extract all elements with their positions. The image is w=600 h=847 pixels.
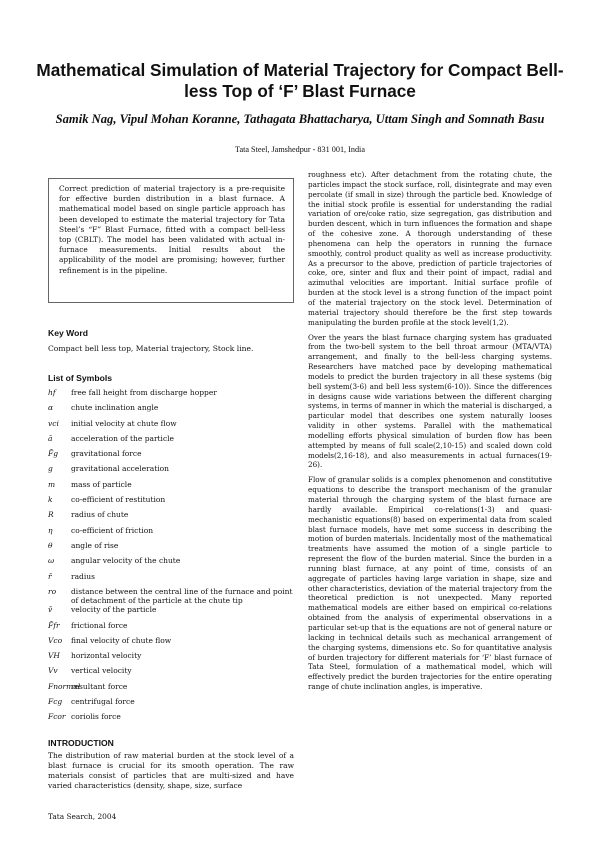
symbol-glyph: Fcor	[48, 712, 66, 722]
symbol-description: velocity of the particle	[71, 605, 157, 615]
symbol-row	[48, 541, 294, 556]
symbol-description: resultant force	[71, 681, 128, 691]
symbol-row	[48, 526, 294, 541]
author-list: Samik Nag, Vipul Mohan Koranne, Tathagata Bhattacharya, Uttam Singh and Somnath Basu	[55, 112, 545, 126]
symbol-row	[48, 621, 294, 636]
symbol-glyph: r̄	[48, 571, 52, 581]
symbol-list	[48, 388, 294, 728]
paper-title: Mathematical Simulation of Material Trajectory for Compact Bell-less Top of ‘F’ Blast Furnace	[36, 60, 564, 101]
symbol-row	[48, 636, 294, 651]
symbols-heading: List of Symbols	[48, 373, 112, 383]
keyword-heading: Key Word	[48, 328, 88, 338]
introduction-heading: INTRODUCTION	[48, 737, 114, 748]
symbol-row	[48, 682, 294, 697]
symbol-description: co-efficient of friction	[71, 525, 154, 535]
left-column	[48, 178, 294, 791]
symbol-row	[48, 388, 294, 403]
symbol-row	[48, 419, 294, 434]
symbol-description: horizontal velocity	[71, 651, 142, 661]
symbol-glyph: α	[48, 403, 54, 413]
affiliation: Tata Steel, Jamshedpur - 831 001, India	[235, 145, 365, 154]
symbol-description: mass of particle	[71, 479, 132, 489]
symbol-row	[48, 510, 294, 525]
symbol-glyph: F̄g	[48, 449, 59, 459]
page-footer: Tata Search, 2004	[48, 812, 117, 821]
symbol-glyph: η	[48, 525, 53, 535]
right-column	[308, 170, 552, 822]
symbol-glyph: v̄	[48, 605, 53, 615]
symbol-row	[48, 651, 294, 666]
symbol-description: frictional force	[71, 620, 128, 630]
symbol-row	[48, 434, 294, 449]
body-paragraph: Over the years the blast furnace charging system has graduated from the two-bell system to the bell throat armour (MTA/VTA) arrangement, and finally to the bell-less charging systems. Researchers have matched pace by developing mathematical models to predict the burden trajectory in all these systems (big bell system(3-6) and bell less system(6-10)). Since the differences in designs cause wide variations between the different charging systems, in terms of manner in which the material is discharged, a particular model that describes one system naturally looses validity in other systems. Parallel with the mathematical modelling efforts physical simulation of burden flow has been attempted by means of full scale(2,10-15) and scaled down cold models(2,16-18), and also measurements in actual furnaces(19-26).	[308, 332, 552, 470]
symbol-description: final velocity of chute flow	[71, 635, 172, 645]
symbol-glyph: VH	[48, 651, 60, 661]
symbol-row	[48, 572, 294, 587]
symbol-row	[48, 449, 294, 464]
symbol-description: gravitational force	[71, 449, 142, 459]
symbol-description: angle of rise	[71, 540, 119, 550]
symbol-glyph: ā	[48, 433, 53, 443]
keyword-list: Compact bell less top, Material trajectory, Stock line.	[48, 344, 254, 353]
symbol-row	[48, 712, 294, 727]
body-paragraph: Flow of granular solids is a complex phenomenon and constitutive equations to describe the transport mechanism of the granular material through the charging system of the blast furnace are hardly available. Empirical co-relations(1-3) and quasi-mechanistic equations(8) based on experimental data from scaled blast furnace models, have met some success in describing the motion of burden materials. Incidentally most of the mathematical treatments have assumed the motion of a single particle to represent the flow of the burden material. Since the burden in a running blast furnace, at any point of time, consists of an aggregate of particles having large variation in shape, size and other characteristics, deviation of the material trajectory from the theoretical prediction is not unexpected. Many reported mathematical models are either based on empirical co-relations obtained from the analysis of experimental observations in a particular set-up that is the equations are not of general nature or lacking in technical details such as mechanical arrangement of the charging systems, dimensions etc. So for quantitative analysis of burden trajectory for different materials for ‘F’ blast furnace of Tata Steel, formulation of a mathematical model, which will effectively predict the burden trajectories for the entire operating range of chute inclination angles, is imperative.	[308, 475, 552, 692]
symbol-row	[48, 666, 294, 681]
symbol-glyph: Fnormal	[48, 681, 81, 691]
symbol-description: radius of chute	[71, 510, 129, 520]
symbol-row	[48, 556, 294, 571]
introduction-text: The distribution of raw material burden at the stock level of a blast furnace is crucial for its smooth operation. The raw materials consist of particles that are multi-sized and have varied characteristics (density, shape, size, surface	[48, 750, 294, 790]
symbol-glyph: ro	[48, 586, 57, 596]
symbol-glyph: θ	[48, 540, 53, 550]
symbol-glyph: ω	[48, 556, 55, 566]
symbol-row	[48, 403, 294, 418]
symbol-glyph: Fcg	[48, 697, 63, 707]
symbol-description: co-efficient of restitution	[71, 495, 166, 505]
symbol-description: chute inclination angle	[71, 403, 159, 413]
symbol-glyph: R	[48, 510, 54, 520]
body-paragraph: roughness etc). After detachment from the rotating chute, the particles impact the stock surface, roll, disintegrate and may even percolate (if small in size) through the particle bed. Knowledge of the initial stock profile is essential for understanding the radial variation of ore/coke ratio, size segregation, gas distribution and burden descent, which in turn influences the formation and shape of the cohesive zone. A thorough understanding of these phenomena can help the operators in running the furnace smoothly, control product quality as well as increase productivity. As a precursor to the above, prediction of particle trajectories of coke, ore, sinter and flux and their point of impact, radial and azimuthal velocities are important. Initial surface profile of burden at the stock level is a strong function of the impact point of the material trajectory on the stock level. Determination of material trajectory should therefore be the first step towards manipulating the burden profile at the stock level(1,2).	[308, 170, 552, 327]
symbol-row	[48, 587, 294, 605]
symbol-glyph: F̄fr	[48, 620, 60, 630]
symbol-description: radius	[71, 571, 95, 581]
abstract-box: Correct prediction of material trajectory is a pre-requisite for effective burden distribution in a blast furnace. A mathematical model based on single particle approach has been developed to estimate the material trajectory for Tata Steel’s “F” Blast Furnace, fitted with a compact bell-less top (CBLT). The model has been validated with actual in-furnace measurements. Initial results about the applicability of the model are promising; however, further refinement is in the pipeline.	[48, 178, 294, 303]
symbol-glyph: Vv	[48, 666, 58, 676]
symbol-row	[48, 697, 294, 712]
symbol-glyph: Vco	[48, 635, 63, 645]
symbol-glyph: vci	[48, 418, 59, 428]
symbol-row	[48, 605, 294, 620]
symbol-glyph: m	[48, 479, 56, 489]
symbol-description: distance between the central line of the furnace and point of detachment of the particle at the chute tip	[71, 586, 293, 606]
symbol-description: gravitational acceleration	[71, 464, 169, 474]
symbol-description: acceleration of the particle	[71, 433, 174, 443]
symbol-description: coriolis force	[71, 712, 121, 722]
symbol-description: vertical velocity	[71, 666, 132, 676]
symbol-description: free fall height from discharge hopper	[71, 388, 217, 397]
symbol-description: centrifugal force	[71, 697, 135, 707]
symbol-row	[48, 464, 294, 479]
symbol-row	[48, 480, 294, 495]
symbol-glyph: k	[48, 495, 53, 505]
symbol-description: initial velocity at chute flow	[71, 418, 177, 428]
symbol-row	[48, 495, 294, 510]
symbol-glyph: hf	[48, 388, 56, 397]
symbol-description: angular velocity of the chute	[71, 556, 181, 566]
symbol-glyph: g	[48, 464, 53, 474]
